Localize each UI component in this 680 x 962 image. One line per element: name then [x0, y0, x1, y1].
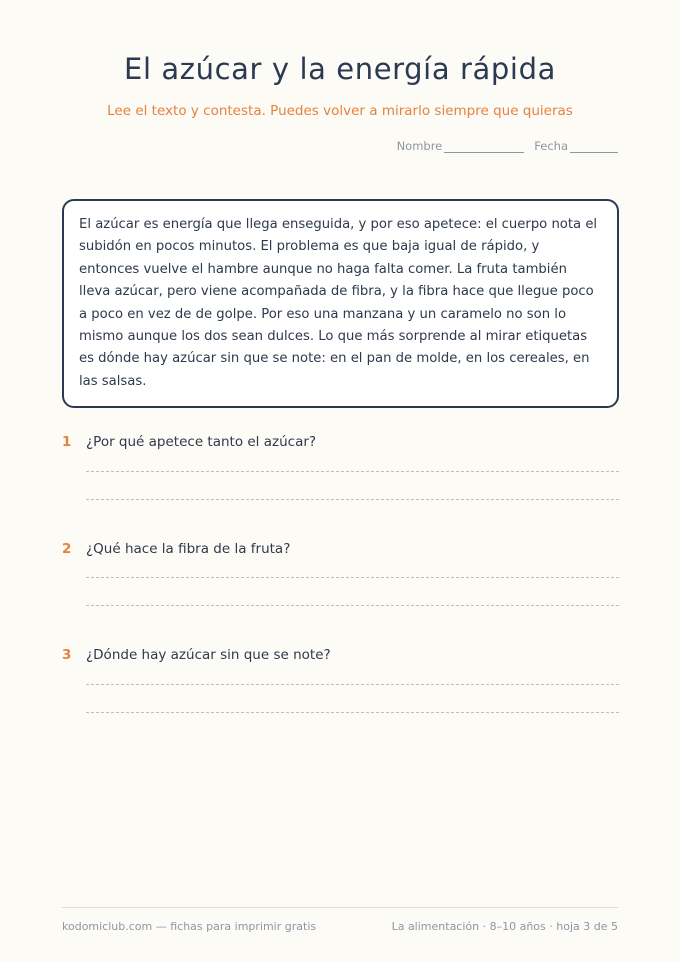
footer-page-info: La alimentación · 8–10 años · hoja 3 de 5 — [391, 920, 618, 933]
name-label: Nombre — [396, 139, 443, 153]
question-3 — [62, 647, 619, 717]
question-number: 2 — [62, 541, 72, 557]
question-number: 3 — [62, 647, 72, 663]
reading-passage-box — [62, 199, 619, 408]
name-date-fields — [397, 139, 618, 153]
footer-site-credit: kodomiclub.com — fichas para imprimir gratis — [62, 920, 317, 933]
answer-line — [86, 605, 619, 606]
answer-line — [86, 684, 619, 685]
question-1 — [62, 434, 619, 504]
answer-line — [86, 499, 619, 500]
name-blank-line — [444, 141, 524, 153]
answer-line — [86, 471, 619, 472]
reading-passage-text: El azúcar es energía que llega enseguida, y por eso apetece: el cuerpo nota el subidón en pocos minutos. El problema es que baja igual de rápido, y entonces vuelve el hambre aunque no haga falta comer. La fruta también lleva azúcar, pero viene acompañada de fibra, y la fibra hace que llegue poco a poco en vez de de golpe. Por eso una manzana y un caramelo no son lo mismo aunque los dos sean dulces. Lo que más sorprende al mirar etiquetas es dónde hay azúcar sin que se note: en el pan de molde, en los cereales, en las salsas. — [79, 217, 598, 389]
answer-line — [86, 712, 619, 713]
footer-divider — [62, 907, 618, 908]
date-blank-line — [570, 141, 618, 153]
question-text: ¿Por qué apetece tanto el azúcar? — [86, 434, 317, 450]
question-text: ¿Qué hace la fibra de la fruta? — [86, 541, 291, 557]
question-text: ¿Dónde hay azúcar sin que se note? — [86, 647, 331, 663]
question-2 — [62, 541, 619, 611]
page-title: El azúcar y la energía rápida — [124, 52, 556, 86]
instructions-subtitle: Lee el texto y contesta. Puedes volver a mirarlo siempre que quieras — [107, 103, 573, 119]
answer-line — [86, 577, 619, 578]
question-number: 1 — [62, 434, 72, 450]
date-label: Fecha — [534, 139, 568, 153]
